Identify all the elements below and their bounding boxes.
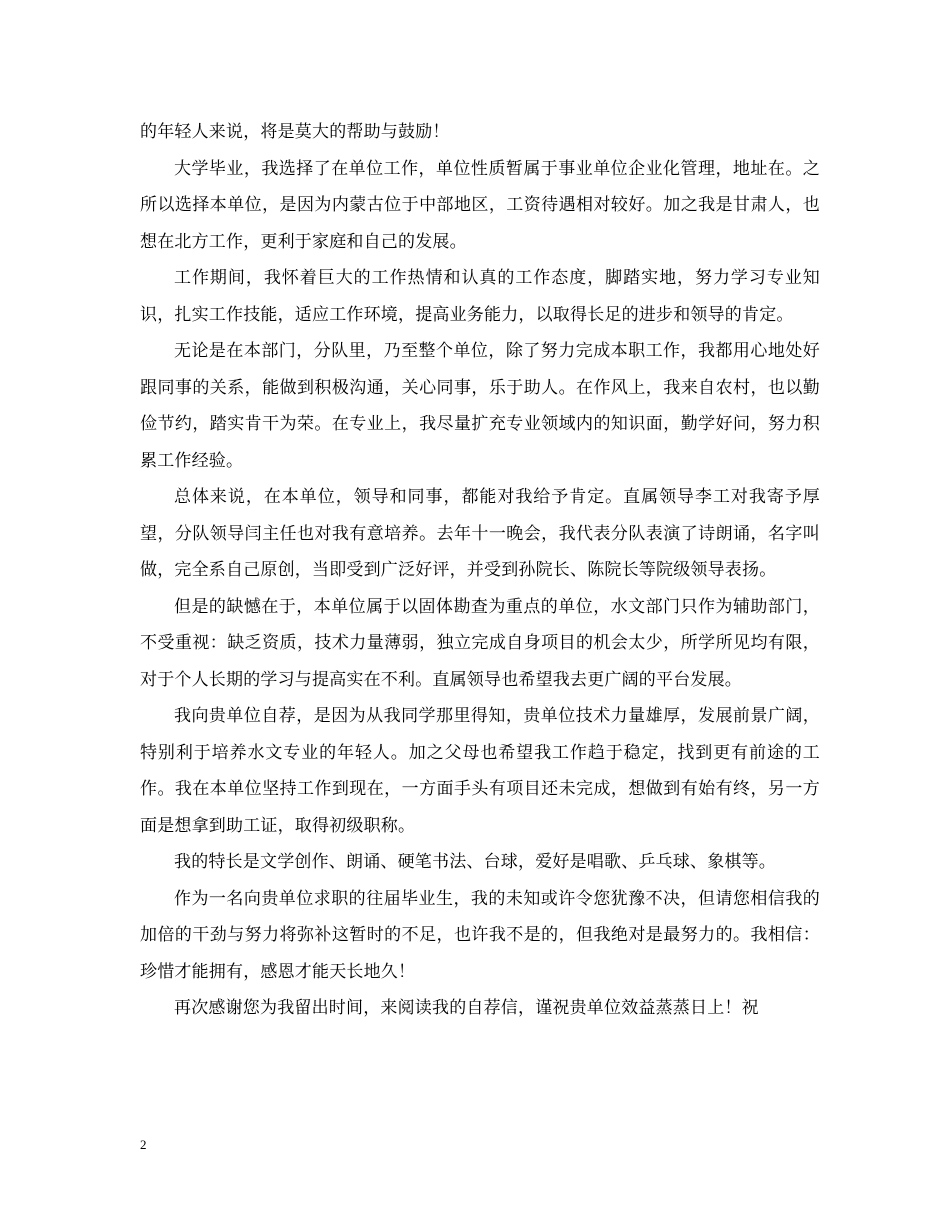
paragraph-hobbies: 我的特长是文学创作、朗诵、硬笔书法、台球，爱好是唱歌、乒乓球、象棋等。 xyxy=(174,852,776,872)
page-number: 2 xyxy=(140,1137,147,1152)
document-body xyxy=(140,114,820,1027)
paragraph-graduation: 大学毕业，我选择了在单位工作，单位性质暂属于事业单位企业化管理，地址在。之所以选择本单位，是因为内蒙古位于中部地区，工资待遇相对较好。加之我是甘肃人，也想在北方工作，更利于家庭和自己的发展。 xyxy=(140,158,820,252)
paragraph-colleagues: 无论是在本部门，分队里，乃至整个单位，除了努力完成本职工作，我都用心地处好跟同事的关系，能做到积极沟通，关心同事，乐于助人。在作风上，我来自农村，也以勤俭节约，踏实肯干为荣。在专业上，我尽量扩充专业领域内的知识面，勤学好问，努力积累工作经验。 xyxy=(140,341,820,471)
paragraph-closing: 再次感谢您为我留出时间，来阅读我的自荐信，谨祝贵单位效益蒸蒸日上！祝 xyxy=(174,998,759,1018)
paragraph-work-attitude: 工作期间，我怀着巨大的工作热情和认真的工作态度，脚踏实地，努力学习专业知识，扎实工作技能，适应工作环境，提高业务能力，以取得长足的进步和领导的肯定。 xyxy=(140,268,820,325)
paragraph-recognition: 总体来说，在本单位，领导和同事，都能对我给予肯定。直属领导李工对我寄予厚望，分队领导闫主任也对我有意培养。去年十一晚会，我代表分队表演了诗朗诵，名字叫做，完全系自己原创，当即受到广泛好评，并受到孙院长、陈院长等院级领导表扬。 xyxy=(140,487,820,580)
paragraph-commitment: 作为一名向贵单位求职的往届毕业生，我的未知或许令您犹豫不决，但请您相信我的加倍的干劲与努力将弥补这暂时的不足，也许我不是的，但我绝对是最努力的。我相信：珍惜才能拥有，感恩才能天长地久！ xyxy=(140,888,820,982)
paragraph-continuation: 的年轻人来说，将是莫大的帮助与鼓励！ xyxy=(140,122,450,142)
paragraph-shortcomings: 但是的缺憾在于，本单位属于以固体勘查为重点的单位，水文部门只作为辅助部门，不受重视：缺乏资质，技术力量薄弱，独立完成自身项目的机会太少，所学所见均有限，对于个人长期的学习与提高实在不利。直属领导也希望我去更广阔的平台发展。 xyxy=(140,596,820,690)
paragraph-self-recommendation: 我向贵单位自荐，是因为从我同学那里得知，贵单位技术力量雄厚，发展前景广阔，特别利于培养水文专业的年轻人。加之父母也希望我工作趋于稳定，找到更有前途的工作。我在本单位坚持工作到现在，一方面手头有项目还未完成，想做到有始有终，另一方面是想拿到助工证，取得初级职称。 xyxy=(140,706,820,836)
